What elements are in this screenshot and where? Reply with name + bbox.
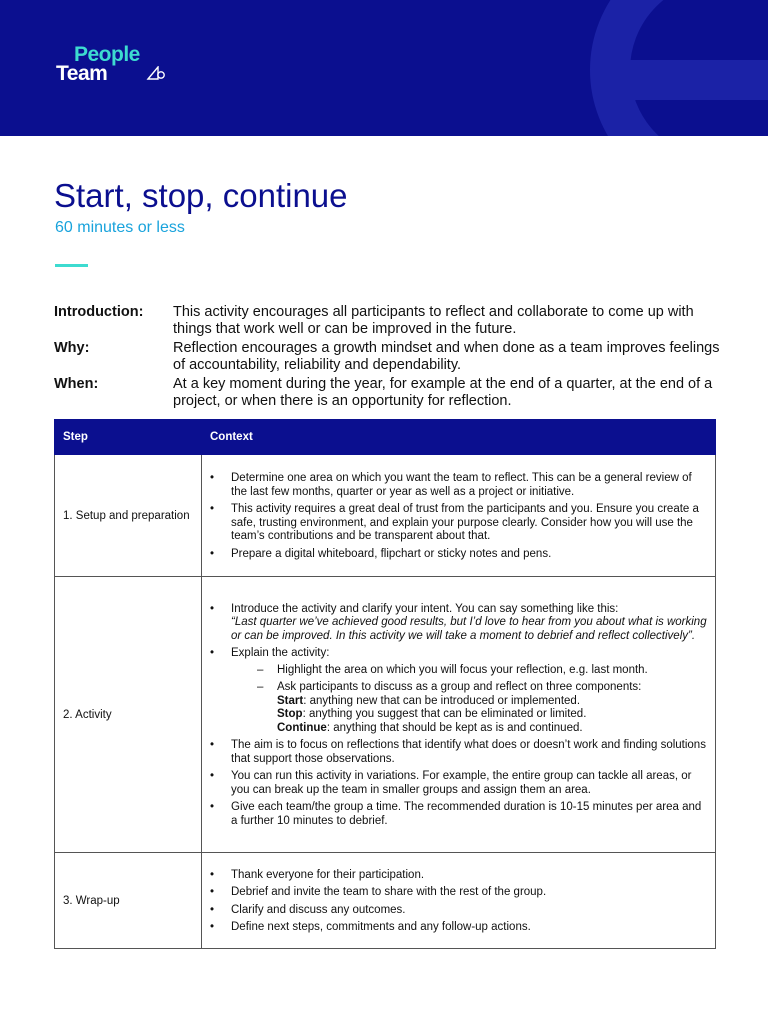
step-cell: 1. Setup and preparation — [55, 455, 202, 577]
intro-section — [54, 304, 734, 412]
list-item: • The aim is to focus on reflections that identify what does or doesn’t work and finding solutions that support those observations. — [208, 739, 707, 766]
decorative-e-shape — [590, 0, 768, 136]
list-item: • You can run this activity in variations. For example, the entire group can tackle all areas, or you can break up the team in smaller groups and assign them an area. — [208, 770, 707, 797]
intro-text: At a key moment during the year, for example at the end of a quarter, at the end of a project, or when there is an opportunity for reflection. — [173, 376, 713, 409]
header-banner — [0, 0, 768, 136]
bullet-list — [208, 869, 707, 935]
intro-label: When: — [54, 376, 99, 392]
list-item: • Debrief and invite the team to share with the rest of the group. — [208, 886, 707, 900]
logo-team-text: Team — [56, 62, 108, 85]
sub-item — [231, 681, 707, 735]
intro-label: Why: — [54, 340, 90, 356]
sub-item-text: Ask participants to discuss as a group and reflect on three components: — [277, 681, 642, 694]
page-subtitle: 60 minutes or less — [55, 219, 185, 236]
header-step: Step — [55, 420, 202, 455]
list-item: • Give each team/the group a time. The recommended duration is 10-15 minutes per area and a further 10 minutes to debrief. — [208, 801, 707, 828]
intro-row-introduction — [54, 304, 734, 338]
table-header-row — [55, 420, 716, 455]
component-term-stop: Stop — [277, 708, 303, 721]
table-row — [55, 853, 716, 949]
list-item: • Determine one area on which you want the team to reflect. This can be a general review of the last few months, quarter or year as well as a project or initiative. — [208, 472, 707, 499]
list-item: • Thank everyone for their participation. — [208, 869, 707, 883]
page-title: Start, stop, continue — [54, 177, 348, 214]
component-desc: : anything you suggest that can be eliminated or limited. — [302, 708, 587, 721]
bullet-text: Introduce the activity and clarify your intent. You can say something like this: — [231, 602, 619, 615]
component-desc: : anything that should be kept as is and continued. — [326, 721, 583, 734]
context-cell — [202, 577, 716, 853]
list-item: • Define next steps, commitments and any follow-up actions. — [208, 921, 707, 935]
component-term-continue: Continue — [277, 721, 327, 734]
accent-divider — [55, 264, 88, 267]
intro-row-when — [54, 376, 734, 410]
list-item: • This activity requires a great deal of trust from the participants and you. Ensure you create a safe, trusting environment, and explain your purpose clearly. Consider how you will use the team’s contributions and be transparent about that. — [208, 503, 707, 544]
component-desc: : anything new that can be introduced or implemented. — [303, 694, 581, 707]
steps-table — [54, 419, 716, 949]
context-cell — [202, 455, 716, 577]
logo-mark-icon — [146, 66, 166, 80]
table-row — [55, 455, 716, 577]
header-context: Context — [202, 420, 716, 455]
list-item: • Prepare a digital whiteboard, flipchart or sticky notes and pens. — [208, 548, 707, 562]
component-term-start: Start — [277, 694, 304, 707]
sub-list — [231, 664, 707, 736]
intro-label: Introduction: — [54, 304, 144, 320]
example-quote: “Last quarter we’ve achieved good results, but I’d love to hear from you about what is working or can be improved. In this activity we will take a moment to debrief and reflect collectively”. — [231, 616, 707, 642]
intro-text: Reflection encourages a growth mindset and when done as a team improves feelings of accountability, reliability and dependability. — [173, 340, 720, 373]
table-row — [55, 577, 716, 853]
logo-people-text: People — [74, 43, 140, 66]
list-item: • Clarify and discuss any outcomes. — [208, 904, 707, 918]
bullet-list — [208, 472, 707, 561]
list-item — [208, 647, 707, 735]
bullet-text: Explain the activity: — [231, 647, 330, 660]
step-cell: 3. Wrap-up — [55, 853, 202, 949]
sub-item: – Highlight the area on which you will focus your reflection, e.g. last month. — [231, 664, 707, 678]
intro-row-why — [54, 340, 734, 374]
list-item — [208, 603, 707, 644]
intro-text: This activity encourages all participants to reflect and collaborate to come up with things that work well or can be improved in the future. — [173, 304, 694, 337]
context-cell — [202, 853, 716, 949]
step-cell: 2. Activity — [55, 577, 202, 853]
bullet-list — [208, 603, 707, 829]
